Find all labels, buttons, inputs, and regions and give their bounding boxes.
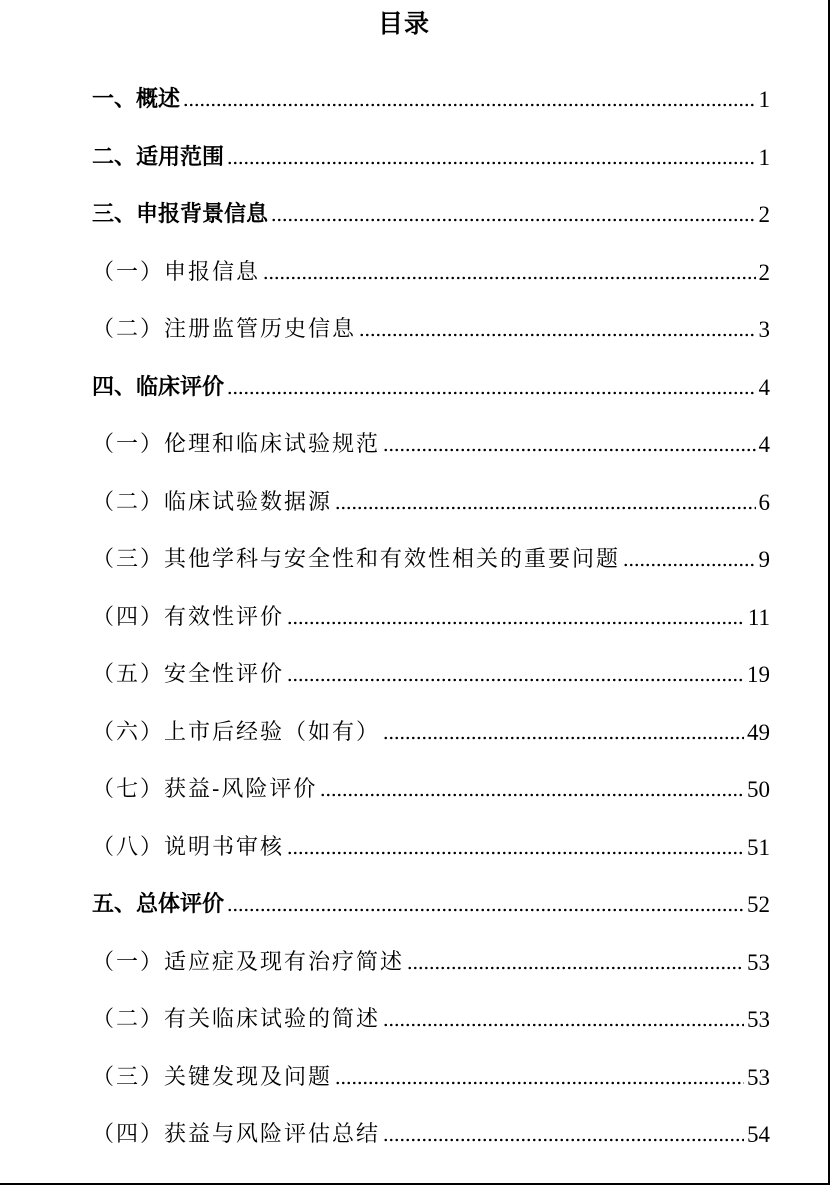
dot-leader <box>227 390 755 396</box>
toc-entry-label: （五）安全性评价 <box>92 662 285 687</box>
toc-entry-page: 3 <box>758 317 770 342</box>
toc-entry-page: 51 <box>747 834 770 860</box>
toc-entry[interactable] <box>92 477 770 517</box>
toc-entry[interactable] <box>92 189 770 229</box>
toc-entry-page: 54 <box>747 1122 770 1147</box>
toc-entry-page: 6 <box>758 489 770 515</box>
dot-leader <box>335 505 755 511</box>
toc-entry-label: （三）关键发现及问题 <box>92 1064 333 1090</box>
toc-entry-label: （七）获益-风险评价 <box>92 777 318 802</box>
toc-entry-page: 2 <box>758 202 770 227</box>
toc-entry-label: 一、概述 <box>92 87 181 112</box>
toc-entry-label: （一）伦理和临床试验规范 <box>92 432 381 457</box>
dot-leader <box>320 792 744 798</box>
dot-leader <box>287 850 744 856</box>
toc-entry[interactable] <box>92 592 770 632</box>
toc-entry-page: 53 <box>747 1007 770 1032</box>
dot-leader <box>623 562 755 568</box>
dot-leader <box>263 275 755 281</box>
toc-entry-label: （二）注册监管历史信息 <box>92 317 357 342</box>
toc-entry-page: 53 <box>747 949 770 975</box>
toc-entry-label: 三、申报背景信息 <box>92 202 269 227</box>
toc-entry-label: （八）说明书审核 <box>92 834 285 860</box>
toc-title: 目录 <box>377 9 430 38</box>
toc-entry-page: 9 <box>758 547 770 572</box>
dot-leader <box>335 1080 744 1086</box>
toc-entry-page: 1 <box>758 144 770 170</box>
toc-entry-label: （三）其他学科与安全性和有效性相关的重要问题 <box>92 547 621 572</box>
toc-entry[interactable] <box>92 994 770 1034</box>
toc-entry-label: （四）有效性评价 <box>92 604 285 630</box>
toc-entry-label: （二）有关临床试验的简述 <box>92 1007 381 1032</box>
toc-entry[interactable] <box>92 247 770 287</box>
toc-entry-label: （六）上市后经验（如有） <box>92 719 381 745</box>
dot-leader <box>383 447 755 453</box>
toc-entry[interactable] <box>92 534 770 574</box>
toc-entry[interactable] <box>92 879 770 919</box>
toc-entry-label: 二、适用范围 <box>92 144 225 170</box>
dot-leader <box>359 332 755 338</box>
toc-entry[interactable] <box>92 304 770 344</box>
dot-leader <box>383 1022 744 1028</box>
toc-entry-page: 2 <box>758 259 770 285</box>
toc-entry[interactable] <box>92 419 770 459</box>
toc-entry[interactable] <box>92 764 770 804</box>
toc-entry-page: 53 <box>747 1064 770 1090</box>
toc-entry-label: 四、临床评价 <box>92 374 225 400</box>
toc-entry-label: 五、总体评价 <box>92 892 225 917</box>
toc-entry[interactable] <box>92 362 770 402</box>
dot-leader <box>287 620 745 626</box>
toc-entry[interactable] <box>92 74 770 114</box>
toc-entry-label: （四）获益与风险评估总结 <box>92 1122 381 1147</box>
dot-leader <box>383 1137 744 1143</box>
toc-entry[interactable] <box>92 1109 770 1149</box>
toc-entry-label: （二）临床试验数据源 <box>92 489 333 515</box>
toc-entry-page: 1 <box>758 87 770 112</box>
toc-entry-page: 4 <box>758 432 770 457</box>
toc-entry[interactable] <box>92 1052 770 1092</box>
toc-entry-page: 4 <box>758 374 770 400</box>
dot-leader <box>287 677 744 683</box>
toc-entry-page: 52 <box>747 892 770 917</box>
dot-leader <box>227 907 744 913</box>
toc-entry[interactable] <box>92 649 770 689</box>
toc-entry[interactable] <box>92 132 770 172</box>
toc-entry[interactable] <box>92 937 770 977</box>
toc-entry-label: （一）申报信息 <box>92 259 261 285</box>
dot-leader <box>407 965 744 971</box>
toc-entry-page: 19 <box>747 662 770 687</box>
dot-leader <box>227 160 755 166</box>
toc-entry-page: 11 <box>747 604 770 630</box>
toc-entry[interactable] <box>92 822 770 862</box>
toc-entry-label: （一）适应症及现有治疗简述 <box>92 949 405 975</box>
toc-entry-page: 50 <box>747 777 770 802</box>
toc-entry-page: 49 <box>747 719 770 745</box>
dot-leader <box>271 217 755 223</box>
dot-leader <box>383 735 744 741</box>
dot-leader <box>183 102 755 108</box>
toc-entry[interactable] <box>92 707 770 747</box>
